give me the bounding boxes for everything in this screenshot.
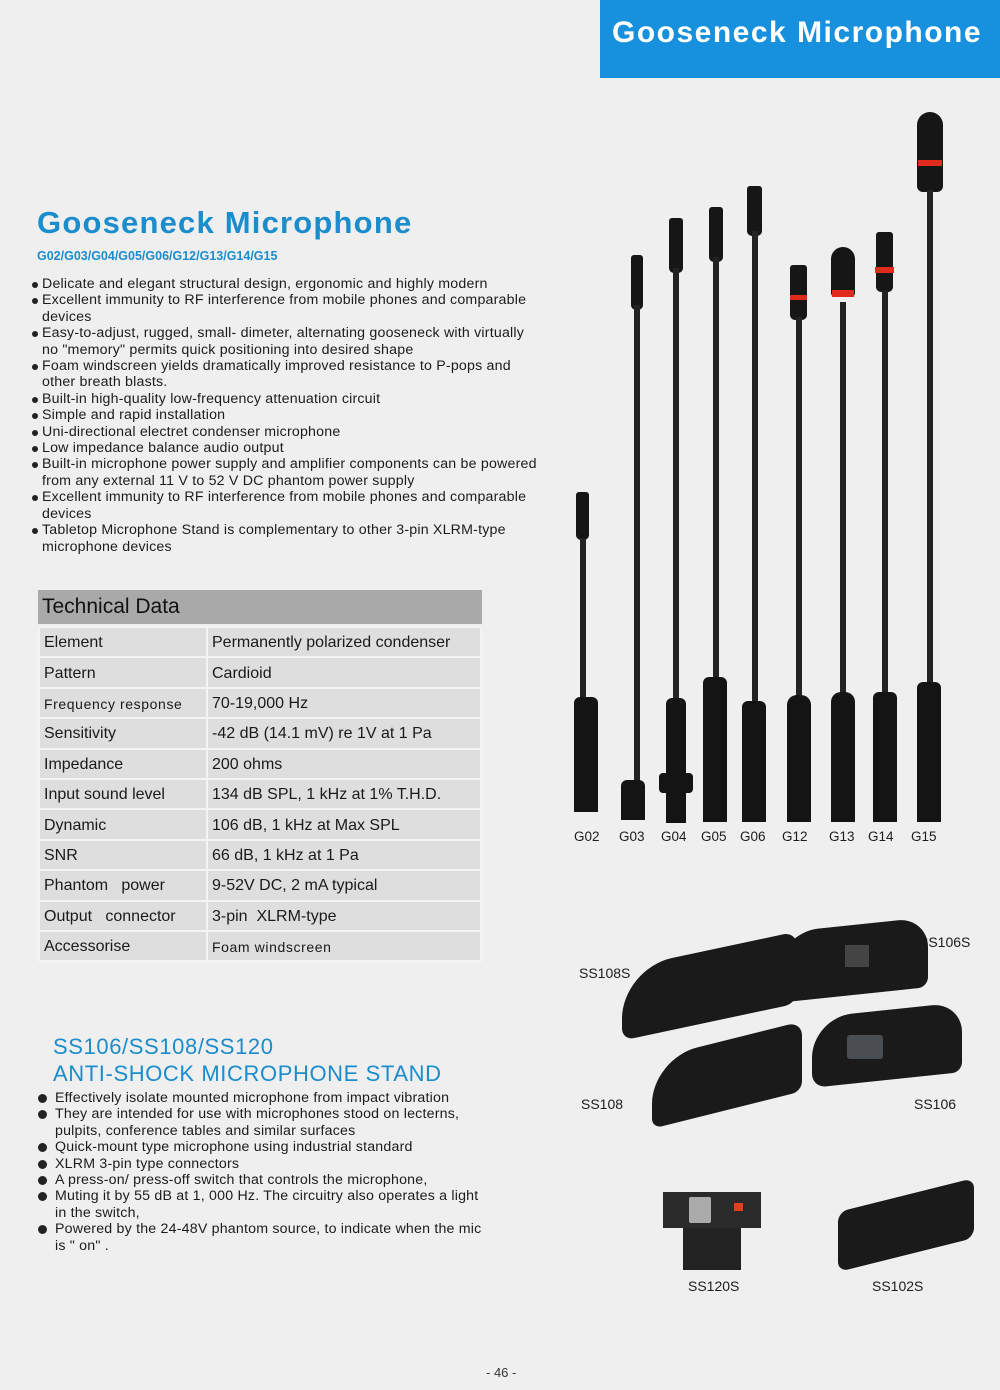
stand-ss108s-image <box>622 931 797 1040</box>
header-banner: Gooseneck Microphone <box>600 0 1000 78</box>
spec-label: Impedance <box>39 749 207 779</box>
spec-value: 134 dB SPL, 1 kHz at 1% T.H.D. <box>207 779 481 809</box>
stand-ss120s-box <box>683 1228 741 1270</box>
stand-label-ss106: SS106 <box>914 1096 957 1112</box>
stand-models-heading: SS106/SS108/SS120 <box>53 1034 274 1059</box>
spec-label: Output connector <box>39 901 207 931</box>
spec-label: Element <box>39 627 207 657</box>
feature-item: Delicate and elegant structural design, ergonomic and highly modern <box>31 276 541 292</box>
table-row <box>39 809 481 839</box>
feature-item: Excellent immunity to RF interference from mobile phones and comparable devices <box>31 292 541 325</box>
stand-ss108-image <box>652 1021 802 1128</box>
stand-heading: ANTI-SHOCK MICROPHONE STAND <box>53 1061 442 1086</box>
mic-label-g03: G03 <box>619 829 645 844</box>
mic-label-g06: G06 <box>740 829 766 844</box>
spec-value: 106 dB, 1 kHz at Max SPL <box>207 809 481 839</box>
technical-data-table <box>38 626 482 962</box>
mic-label-g15: G15 <box>911 829 937 844</box>
feature-item: They are intended for use with microphones stood on lecterns, pulpits, conference tables and similar surfaces <box>36 1106 486 1139</box>
spec-value: 3-pin XLRM-type <box>207 901 481 931</box>
microphone-g03 <box>618 255 648 825</box>
spec-label: SNR <box>39 840 207 870</box>
page-number: - 46 - <box>486 1365 517 1380</box>
microphone-g05 <box>699 207 731 822</box>
table-row <box>39 718 481 748</box>
spec-value: 200 ohms <box>207 749 481 779</box>
table-row <box>39 688 481 718</box>
mic-label-g12: G12 <box>782 829 808 844</box>
table-row <box>39 901 481 931</box>
stand-ss120s-image <box>663 1192 761 1228</box>
feature-item: Built-in microphone power supply and amplifier components can be powered from any external 11 V to 52 V DC phantom power supply <box>31 456 541 489</box>
technical-data-header: Technical Data <box>38 590 482 624</box>
microphone-g13 <box>828 247 860 822</box>
table-row <box>39 870 481 900</box>
feature-item: Powered by the 24-48V phantom source, to indicate when the mic is " on" . <box>36 1221 486 1254</box>
feature-item: Quick-mount type microphone using industrial standard <box>36 1139 486 1155</box>
stand-ss102s-image <box>838 1178 974 1272</box>
feature-item: Low impedance balance audio output <box>31 440 541 456</box>
feature-item: Excellent immunity to RF interference from mobile phones and comparable devices <box>31 489 541 522</box>
model-list: G02/G03/G04/G05/G06/G12/G13/G14/G15 <box>37 249 278 263</box>
table-row <box>39 931 481 961</box>
switch-icon <box>845 945 869 967</box>
feature-item: Easy-to-adjust, rugged, small- dimeter, alternating gooseneck with virtually no "memory" permits quick positioning into desired shape <box>31 325 541 358</box>
display-window-icon <box>847 1035 883 1059</box>
mic-label-g14: G14 <box>868 829 894 844</box>
table-row <box>39 779 481 809</box>
feature-item: A press-on/ press-off switch that controls the microphone, <box>36 1172 486 1188</box>
microphone-g14 <box>870 232 902 822</box>
mic-label-g02: G02 <box>574 829 600 844</box>
spec-label: Dynamic <box>39 809 207 839</box>
stand-label-ss108: SS108 <box>581 1096 624 1112</box>
table-row <box>39 627 481 657</box>
table-row <box>39 840 481 870</box>
spec-label: Sensitivity <box>39 718 207 748</box>
spec-label: Frequency response <box>39 688 207 718</box>
spec-value: -42 dB (14.1 mV) re 1V at 1 Pa <box>207 718 481 748</box>
spec-label: Accessorise <box>39 931 207 961</box>
spec-value: 66 dB, 1 kHz at 1 Pa <box>207 840 481 870</box>
spec-value: 9-52V DC, 2 mA typical <box>207 870 481 900</box>
feature-item: Muting it by 55 dB at 1, 000 Hz. The circuitry also operates a light in the switch, <box>36 1188 486 1221</box>
spec-value: Cardioid <box>207 657 481 687</box>
stand-label-ss102s: SS102S <box>872 1278 924 1294</box>
stand-ss106-image <box>812 1002 962 1088</box>
microphone-g04 <box>658 218 694 823</box>
feature-item: Uni-directional electret condenser microphone <box>31 424 541 440</box>
power-button-icon <box>734 1203 743 1211</box>
spec-value: Foam windscreen <box>207 931 481 961</box>
table-row <box>39 749 481 779</box>
xlr-connector-icon <box>689 1197 711 1223</box>
feature-item: Foam windscreen yields dramatically improved resistance to P-pops and other breath blasts. <box>31 358 541 391</box>
spec-label: Input sound level <box>39 779 207 809</box>
spec-value: Permanently polarized condenser <box>207 627 481 657</box>
microphone-g12 <box>785 265 815 822</box>
table-row <box>39 657 481 687</box>
feature-item: Simple and rapid installation <box>31 407 541 423</box>
stand-feature-list <box>36 1090 486 1254</box>
spec-label: Phantom power <box>39 870 207 900</box>
stand-label-ss106s: SS106S <box>919 934 971 950</box>
stand-section-title <box>53 1033 442 1087</box>
microphone-g15 <box>913 112 945 822</box>
section-title: Gooseneck Microphone <box>37 205 413 240</box>
feature-item: Effectively isolate mounted microphone from impact vibration <box>36 1090 486 1106</box>
spec-value: 70-19,000 Hz <box>207 688 481 718</box>
feature-item: Built-in high-quality low-frequency attenuation circuit <box>31 391 541 407</box>
feature-item: XLRM 3-pin type connectors <box>36 1156 486 1172</box>
stand-label-ss108s: SS108S <box>579 965 631 981</box>
feature-item: Tabletop Microphone Stand is complementary to other 3-pin XLRM-type microphone devices <box>31 522 541 555</box>
feature-list <box>31 276 541 555</box>
microphone-g02 <box>574 492 598 822</box>
stand-label-ss120s: SS120S <box>688 1278 740 1294</box>
spec-label: Pattern <box>39 657 207 687</box>
mic-label-g05: G05 <box>701 829 727 844</box>
mic-label-g13: G13 <box>829 829 855 844</box>
microphone-g06 <box>740 186 770 822</box>
mic-label-g04: G04 <box>661 829 687 844</box>
